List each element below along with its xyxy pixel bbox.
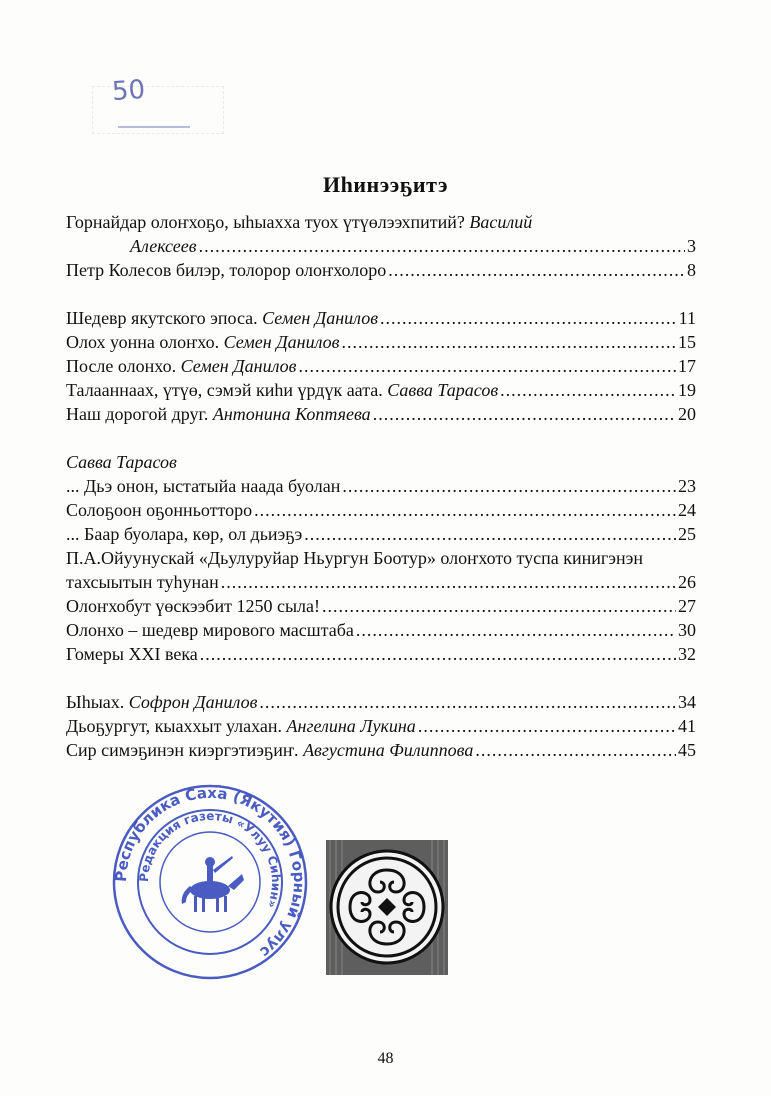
handwritten-underline <box>118 126 190 128</box>
toc-entry-1-line-2 <box>66 234 696 258</box>
leader-dots <box>500 378 676 402</box>
toc-entry-text: Наш дорогой друг. <box>66 404 209 424</box>
toc-entry-15 <box>66 690 696 714</box>
toc-page-number: 30 <box>678 620 696 640</box>
toc-entry-text: После олонхо. <box>66 356 177 376</box>
horse-rider-emblem-icon <box>182 856 244 912</box>
toc-entry-text: тахсыытын туһунан <box>66 572 219 592</box>
toc-entry-13 <box>66 618 696 642</box>
toc-entry-text: Горнайдар олоҥхоҕо, ыһыахха туох үтүөлээхпитий? <box>66 212 465 232</box>
toc-entry-text: Шедевр якутского эпоса. <box>66 308 258 328</box>
toc-entry-17 <box>66 738 696 762</box>
toc-page-number: 45 <box>678 740 696 760</box>
toc-page-number: 41 <box>678 716 696 736</box>
toc-page-number: 25 <box>678 524 696 544</box>
toc-entry-text: Талааннаах, үтүө, сэмэй киһи үрдүк аата. <box>66 380 383 400</box>
toc-page-number: 11 <box>678 308 696 328</box>
toc-page-number: 8 <box>687 260 696 280</box>
leader-dots <box>475 738 676 762</box>
toc-entry-author: Антонина Коптяева <box>212 404 371 424</box>
toc-entry-author: Алексеев <box>130 236 197 256</box>
leader-dots <box>341 330 676 354</box>
toc-entry-8 <box>66 474 696 498</box>
toc-entry-text: Петр Колесов билэр, толорор олоҥхолоро <box>66 260 387 280</box>
toc-entry-7 <box>66 402 696 426</box>
toc-entry-5 <box>66 354 696 378</box>
toc-page-number: 24 <box>678 500 696 520</box>
toc-page-number: 23 <box>678 476 696 496</box>
leader-dots <box>298 354 676 378</box>
leader-dots <box>342 474 676 498</box>
toc-page-number: 32 <box>678 644 696 664</box>
toc-entry-text: Дьоҕургут, кыаххыт улахан. <box>66 716 283 736</box>
toc-entry-author: Семен Данилов <box>262 308 379 328</box>
stamp-outer-text: Республика Саха (Якутия) Горный улус <box>111 783 309 962</box>
toc-entry-4 <box>66 330 696 354</box>
table-of-contents <box>66 210 696 762</box>
toc-entry-text: П.А.Ойуунускай «Дьулуруйар Ньургун Боотур» олоҥхото туспа кинигэнэн <box>66 548 644 568</box>
leader-dots <box>221 570 676 594</box>
toc-entry-1-line-1 <box>66 210 696 234</box>
toc-page-number: 17 <box>678 356 696 376</box>
toc-entry-text: Олонхо – шедевр мирового масштаба <box>66 620 354 640</box>
round-stamp <box>110 782 310 982</box>
toc-entry-author: Семен Данилов <box>223 332 340 352</box>
leader-dots <box>373 402 676 426</box>
leader-dots <box>304 522 676 546</box>
toc-entry-author: Ангелина Лукина <box>286 716 416 736</box>
toc-entry-author: Василий <box>469 212 533 232</box>
toc-entry-2 <box>66 258 696 282</box>
toc-entry-text: Олох уонна олоҥхо. <box>66 332 220 352</box>
toc-page-number: 3 <box>687 236 696 256</box>
leader-dots <box>200 642 676 666</box>
toc-page-number: 19 <box>678 380 696 400</box>
page-number: 48 <box>377 1050 394 1067</box>
toc-page-number: 34 <box>678 692 696 712</box>
toc-section-author: Савва Тарасов <box>66 452 177 472</box>
leader-dots <box>199 234 685 258</box>
toc-entry-author: Савва Тарасов <box>387 380 499 400</box>
toc-entry-6 <box>66 378 696 402</box>
toc-entry-10 <box>66 522 696 546</box>
toc-page-number: 15 <box>678 332 696 352</box>
toc-page-number: 27 <box>678 596 696 616</box>
leader-dots <box>380 306 677 330</box>
toc-entry-text: Ыһыах. <box>66 692 125 712</box>
handwritten-note: 50 <box>110 74 147 108</box>
toc-entry-author: Семен Данилов <box>180 356 297 376</box>
leader-dots <box>388 258 685 282</box>
toc-entry-text: Сир симэҕинэн киэргэтиэҕиҥ. <box>66 740 299 760</box>
leader-dots <box>322 594 676 618</box>
leader-dots <box>259 690 676 714</box>
toc-entry-text: Олоҥхобут үөскээбит 1250 сыла! <box>66 596 321 616</box>
toc-entry-text: ... Дьэ онон, ыстатыйа наада буолан <box>66 476 341 496</box>
toc-entry-16 <box>66 714 696 738</box>
toc-entry-12 <box>66 594 696 618</box>
toc-entry-text: ... Баар буолара, көр, ол дьиэҕэ <box>66 524 303 544</box>
toc-entry-11-line-1 <box>66 546 696 570</box>
leader-dots <box>418 714 676 738</box>
leader-dots <box>356 618 676 642</box>
toc-page-number: 20 <box>678 404 696 424</box>
toc-entry-11-line-2 <box>66 570 696 594</box>
toc-page-number: 26 <box>678 572 696 592</box>
toc-entry-author: Августина Филиппова <box>303 740 474 760</box>
page-title: Иһинээҕитэ <box>323 172 448 197</box>
toc-entry-9 <box>66 498 696 522</box>
toc-entry-text: Солоҕоон оҕонньотторо <box>66 500 253 520</box>
stamp-inner-text: Редакция газеты «Улуу Сиһин» <box>136 808 284 911</box>
toc-entry-author: Софрон Данилов <box>128 692 258 712</box>
toc-entry-14 <box>66 642 696 666</box>
toc-entry-text: Гомеры XXI века <box>66 644 198 664</box>
leader-dots <box>254 498 676 522</box>
toc-entry-3 <box>66 306 696 330</box>
ornament-icon <box>326 840 448 975</box>
